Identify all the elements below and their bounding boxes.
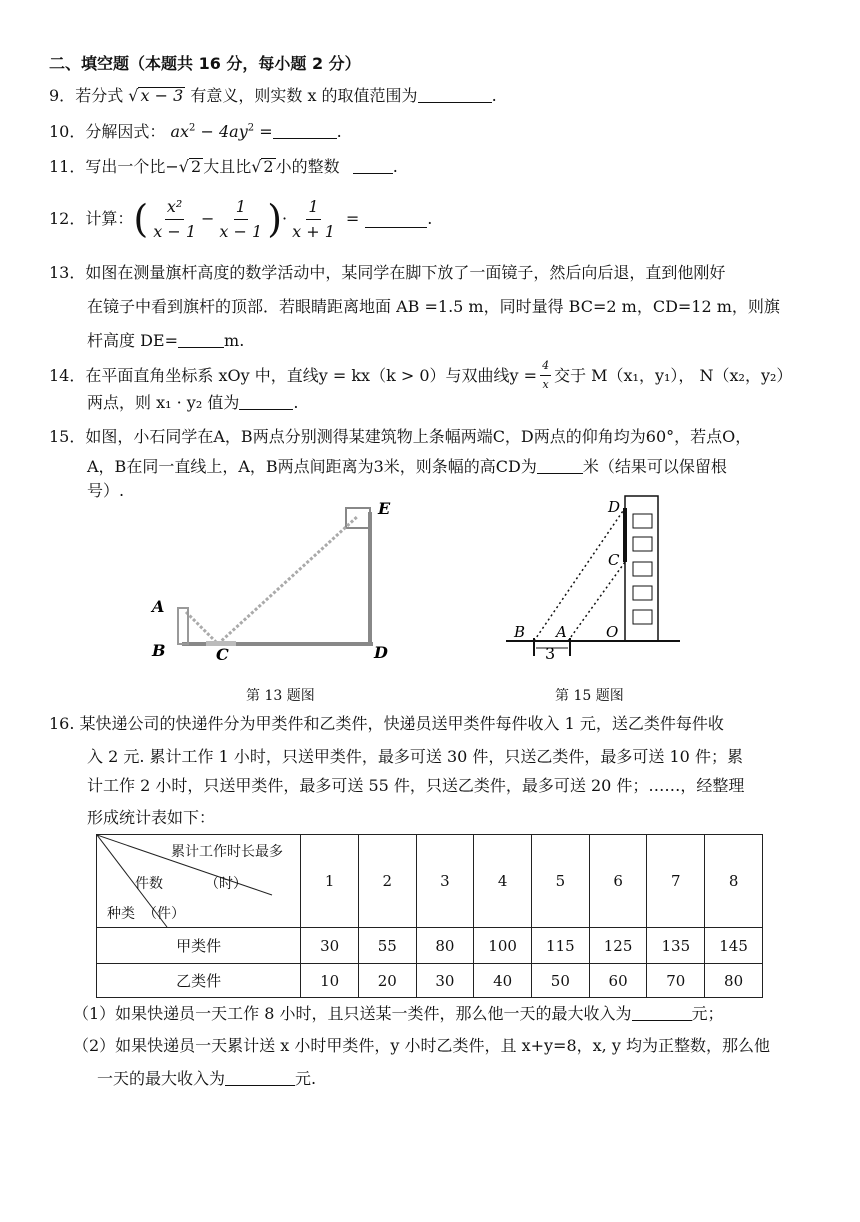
question-text: 计算： xyxy=(85,209,134,228)
sight-line-mirror-to-top xyxy=(218,516,358,644)
table-cell: 55 xyxy=(358,928,416,964)
label-D: D xyxy=(374,643,388,662)
table-cell: 50 xyxy=(531,964,589,998)
label-C: C xyxy=(608,551,620,569)
diagonal-header-cell xyxy=(97,835,301,928)
question-end: . xyxy=(427,209,433,228)
question-16-line-3: 计工作 2 小时，只送甲类件，最多可送 55 件，只送乙类件，最多可送 20 件；……，经整理 xyxy=(87,776,745,795)
answer-blank[interactable] xyxy=(632,1004,692,1021)
answer-blank[interactable] xyxy=(239,393,293,410)
denominator: x xyxy=(542,378,549,392)
radicand: x − 3 xyxy=(140,86,184,105)
question-13-line-1 xyxy=(49,265,725,281)
question-16-line-4: 形成统计表如下： xyxy=(87,808,216,827)
question-15-line-1 xyxy=(49,429,751,445)
question-text: 写出一个比− xyxy=(85,157,179,176)
answer-blank[interactable] xyxy=(178,331,224,348)
row-label: 甲类件 xyxy=(97,928,301,964)
fraction xyxy=(290,198,337,240)
label-A: A xyxy=(556,623,567,641)
question-16-part-2-line-2 xyxy=(97,1069,316,1087)
statistics-table xyxy=(96,834,763,998)
row-label: 乙类件 xyxy=(97,964,301,998)
question-number: 10． xyxy=(49,122,86,141)
table-cell: 70 xyxy=(647,964,705,998)
question-text: （1）如果快递员一天工作 8 小时，且只送某一类件，那么他一天的最大收入为 xyxy=(73,1004,632,1023)
question-16-part-1 xyxy=(73,1004,724,1022)
question-15-line-2 xyxy=(87,457,727,475)
sight-line-eye-to-mirror xyxy=(186,612,218,644)
question-13-line-3 xyxy=(87,331,244,349)
question-end: . xyxy=(336,122,342,141)
question-text: 如图在测量旗杆高度的数学活动中，某同学在脚下放了一面镜子，然后向后退，直到他刚好 xyxy=(85,263,726,282)
operator: − xyxy=(201,209,215,228)
question-text: 两点，则 x₁ · y₂ 值为 xyxy=(87,393,240,412)
answer-blank[interactable] xyxy=(537,457,583,474)
table-cell: 125 xyxy=(589,928,647,964)
hour-cell: 4 xyxy=(474,835,532,928)
question-number: 15． xyxy=(49,427,86,446)
window xyxy=(633,514,652,528)
question-14-line-1 xyxy=(49,360,792,391)
expression: ax xyxy=(170,122,190,141)
question-number: 9． xyxy=(49,86,76,105)
table-row xyxy=(97,964,763,998)
question-14-line-2 xyxy=(87,393,298,411)
label-B: B xyxy=(514,623,526,641)
answer-blank[interactable] xyxy=(273,122,337,139)
figure-13-caption: 第 13 题图 xyxy=(246,688,315,704)
table-cell: 30 xyxy=(416,964,474,998)
question-text: 小的整数 xyxy=(275,157,340,176)
question-text: 大且比 xyxy=(203,157,252,176)
window xyxy=(633,562,652,576)
question-12: 12． 计算： ( $\frac{\text{x²}}{x - 1}$ − $\frac{1}{x - 1}$ ) · $\frac{1}{x + 1}$ = . xyxy=(49,196,433,241)
table-cell: 100 xyxy=(474,928,532,964)
answer-blank[interactable] xyxy=(225,1069,295,1086)
radicand: 2 xyxy=(191,157,202,176)
table-cell: 80 xyxy=(705,964,763,998)
numerator: 1 xyxy=(234,198,248,220)
equals-sign: = xyxy=(254,122,273,141)
figure-15-diagram xyxy=(504,492,684,662)
figure-13-diagram xyxy=(148,498,408,668)
section-title: 二、填空题（本题共 16 分，每小题 2 分） xyxy=(49,54,361,73)
table-cell: 40 xyxy=(474,964,532,998)
figure-15-caption: 第 15 题图 xyxy=(555,688,624,704)
question-text: 元； xyxy=(691,1004,724,1023)
question-number: 14． xyxy=(49,365,86,385)
numerator: x² xyxy=(165,198,184,220)
question-text: A，B在同一直线上，A，B两点间距离为3米，则条幅的高CD为 xyxy=(87,457,537,476)
question-text: 交于 M（x₁，y₁）， N（x₂，y₂） xyxy=(554,365,793,385)
question-11: 11．写出一个比−√ 2 大且比√ 2 小的整数 . xyxy=(49,157,398,176)
question-16-part-2-line-1: （2）如果快递员一天累计送 x 小时甲类件，y 小时乙类件，且 x+y=8，x, y 均为正整数，那么他 xyxy=(73,1036,770,1055)
header-type-label: 种类 xyxy=(107,906,135,922)
question-number: 11． xyxy=(49,157,86,176)
table-cell: 115 xyxy=(531,928,589,964)
answer-blank[interactable] xyxy=(353,157,393,174)
hour-cell: 6 xyxy=(589,835,647,928)
hour-cell: 1 xyxy=(301,835,359,928)
label-B: B xyxy=(152,641,166,660)
table-cell: 20 xyxy=(358,964,416,998)
denominator: x + 1 xyxy=(292,221,335,241)
question-number: 16. xyxy=(49,714,75,733)
table-cell: 80 xyxy=(416,928,474,964)
question-text: 分解因式： xyxy=(85,122,166,141)
header-hours-unit: （时） xyxy=(205,876,247,892)
denominator: x − 1 xyxy=(219,221,263,241)
answer-blank[interactable] xyxy=(365,211,427,228)
question-text: . xyxy=(293,393,299,412)
fraction xyxy=(151,198,198,240)
table-cell: 145 xyxy=(705,928,763,964)
numerator: 4 xyxy=(540,360,551,376)
hour-cell: 3 xyxy=(416,835,474,928)
table-cell: 60 xyxy=(589,964,647,998)
label-A: A xyxy=(152,597,165,616)
window xyxy=(633,610,652,624)
fraction xyxy=(217,198,264,240)
header-count-label: 件数 xyxy=(135,876,163,892)
label-C: C xyxy=(216,645,229,664)
radicand: 2 xyxy=(263,157,274,176)
hour-cell: 5 xyxy=(531,835,589,928)
answer-blank[interactable] xyxy=(418,86,492,103)
hour-cell: 8 xyxy=(705,835,763,928)
window xyxy=(633,537,652,551)
question-text: 如图，小石同学在A，B两点分别测得某建筑物上条幅两端C，D两点的仰角均为60°，若点O， xyxy=(85,427,752,446)
hour-cell: 2 xyxy=(358,835,416,928)
question-text: 有意义，则实数 x 的取值范围为 xyxy=(190,86,418,105)
question-end: . xyxy=(392,157,398,176)
table-cell: 135 xyxy=(647,928,705,964)
question-text: 在平面直角坐标系 xOy 中，直线y = kx（k > 0）与双曲线y = xyxy=(85,365,538,385)
expression: − 4ay xyxy=(195,122,248,141)
question-text: m. xyxy=(224,331,245,350)
equals-sign: = xyxy=(345,209,360,228)
question-text: 若分式 xyxy=(75,86,124,105)
question-16-line-2: 入 2 元. 累计工作 1 小时，只送甲类件，最多可送 30 件，只送乙类件，最多可送 10 件；累 xyxy=(87,747,743,766)
building xyxy=(625,496,658,641)
table-row xyxy=(97,928,763,964)
question-text: 杆高度 DE= xyxy=(87,331,179,350)
table-header-row xyxy=(97,835,763,928)
fraction xyxy=(540,360,551,391)
denominator: x − 1 xyxy=(153,221,196,241)
header-count-unit: （件） xyxy=(143,906,185,922)
table-cell: 10 xyxy=(301,964,359,998)
operator: · xyxy=(282,209,288,228)
table-cell: 30 xyxy=(301,928,359,964)
question-13-line-2: 在镜子中看到旗杆的顶部．若眼睛距离地面 AB =1.5 m，同时量得 BC=2 m，CD=12 m，则旗 xyxy=(87,297,780,316)
label-E: E xyxy=(378,499,391,518)
question-number: 13． xyxy=(49,263,86,282)
question-16-line-1 xyxy=(49,716,724,732)
label-D: D xyxy=(608,498,621,516)
question-end: . xyxy=(491,86,497,105)
hour-cell: 7 xyxy=(647,835,705,928)
question-9: 9．若分式 √ x − 3 有意义，则实数 x 的取值范围为 . xyxy=(49,86,497,105)
question-15-line-3: 号）. xyxy=(87,481,125,500)
label-O: O xyxy=(606,623,619,641)
numerator: 1 xyxy=(306,198,320,220)
sight-line-B-to-D xyxy=(534,508,625,641)
question-text: 米（结果可以保留根 xyxy=(582,457,727,476)
header-hours-label: 累计工作时长最多 xyxy=(171,844,283,860)
question-text: 元. xyxy=(295,1069,317,1088)
distance-label: 3 xyxy=(545,644,556,662)
question-10: 10．分解因式： $ax^2 - 4ay^2$ = . xyxy=(49,122,342,141)
question-number: 12． xyxy=(49,209,86,228)
question-text: 某快递公司的快递件分为甲类件和乙类件，快递员送甲类件每件收入 1 元，送乙类件每件收 xyxy=(79,714,724,733)
question-text: 一天的最大收入为 xyxy=(97,1069,226,1088)
window xyxy=(633,586,652,600)
